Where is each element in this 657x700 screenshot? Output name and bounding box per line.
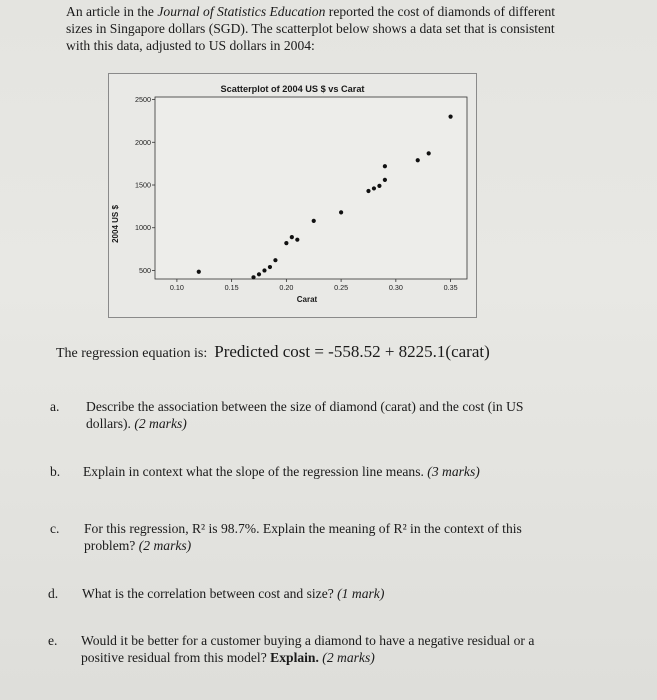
question-text: dollars). bbox=[86, 416, 135, 431]
scatterplot-chart bbox=[108, 73, 477, 318]
data-point bbox=[377, 184, 381, 188]
data-point bbox=[290, 235, 294, 239]
data-point bbox=[416, 158, 420, 162]
regression-label: The regression equation is: bbox=[56, 346, 208, 361]
plot-frame bbox=[155, 97, 467, 279]
journal-name: Journal of Statistics Education bbox=[157, 4, 326, 19]
question-marks: (2 marks) bbox=[134, 416, 187, 431]
y-tick-label: 2000 bbox=[135, 137, 151, 147]
data-point bbox=[268, 265, 272, 269]
question-marks: (2 marks) bbox=[318, 650, 375, 665]
intro-paragraph bbox=[66, 4, 586, 54]
data-point bbox=[251, 275, 255, 279]
intro-text: reported the cost of diamonds of different bbox=[325, 4, 556, 19]
data-point bbox=[383, 178, 387, 182]
y-tick-label: 500 bbox=[139, 265, 151, 275]
regression-line bbox=[56, 342, 490, 362]
question-e bbox=[48, 632, 618, 672]
x-axis-label: Carat bbox=[296, 295, 318, 304]
data-point bbox=[312, 219, 316, 223]
question-text: Explain in context what the slope of the regression line means. bbox=[83, 464, 428, 479]
x-tick-label: 0.10 bbox=[169, 283, 184, 292]
question-letter: b. bbox=[50, 464, 61, 479]
data-point bbox=[284, 241, 288, 245]
intro-text: sizes in Singapore dollars (SGD). The scatterplot below shows a data set that is consistent bbox=[66, 20, 555, 36]
data-point bbox=[366, 189, 370, 193]
data-point bbox=[197, 270, 201, 274]
intro-text: An article in the bbox=[66, 4, 158, 19]
question-letter: c. bbox=[50, 521, 60, 536]
data-point bbox=[339, 210, 343, 214]
question-text: Would it be better for a customer buying a diamond to have a negative residual or a bbox=[81, 633, 535, 648]
data-point bbox=[262, 268, 266, 272]
y-axis-label: 2004 US $ bbox=[111, 205, 120, 243]
question-text: problem? bbox=[84, 538, 139, 553]
y-tick-label: 1500 bbox=[135, 180, 151, 190]
question-text: positive residual from this model? bbox=[81, 650, 271, 665]
x-tick-label: 0.20 bbox=[279, 283, 294, 292]
data-point bbox=[448, 115, 452, 119]
question-c bbox=[50, 520, 610, 560]
question-marks: (2 marks) bbox=[138, 538, 192, 553]
chart-title: Scatterplot of 2004 US $ vs Carat bbox=[220, 84, 365, 94]
data-point bbox=[273, 258, 277, 262]
question-text: Describe the association between the size of diamond (carat) and the cost (in US bbox=[86, 399, 524, 414]
scatter-plot-area bbox=[109, 74, 476, 317]
question-letter: d. bbox=[48, 586, 59, 601]
x-tick-label: 0.15 bbox=[224, 283, 239, 292]
x-tick-label: 0.25 bbox=[334, 283, 349, 292]
y-tick-label: 2500 bbox=[135, 95, 151, 105]
question-marks: (1 mark) bbox=[337, 586, 385, 601]
regression-equation: Predicted cost = -558.52 + 8225.1(carat) bbox=[214, 342, 490, 361]
data-point bbox=[383, 164, 387, 168]
question-marks: (3 marks) bbox=[427, 464, 480, 479]
question-text: What is the correlation between cost and size? bbox=[82, 586, 338, 601]
x-tick-label: 0.30 bbox=[388, 283, 403, 292]
data-point bbox=[295, 238, 299, 242]
intro-text: with this data, adjusted to US dollars in 2004: bbox=[66, 37, 315, 53]
data-point bbox=[257, 272, 261, 276]
question-letter: e. bbox=[48, 633, 58, 648]
data-point bbox=[372, 186, 376, 190]
question-explain: Explain. bbox=[270, 650, 319, 665]
data-point bbox=[427, 151, 431, 155]
question-b bbox=[50, 463, 610, 483]
question-d bbox=[48, 585, 608, 605]
question-text: For this regression, R² is 98.7%. Explain the meaning of R² in the context of this bbox=[84, 521, 522, 536]
question-a bbox=[50, 398, 610, 438]
question-letter: a. bbox=[50, 399, 60, 414]
y-tick-label: 1000 bbox=[135, 223, 151, 233]
x-tick-label: 0.35 bbox=[443, 283, 458, 292]
